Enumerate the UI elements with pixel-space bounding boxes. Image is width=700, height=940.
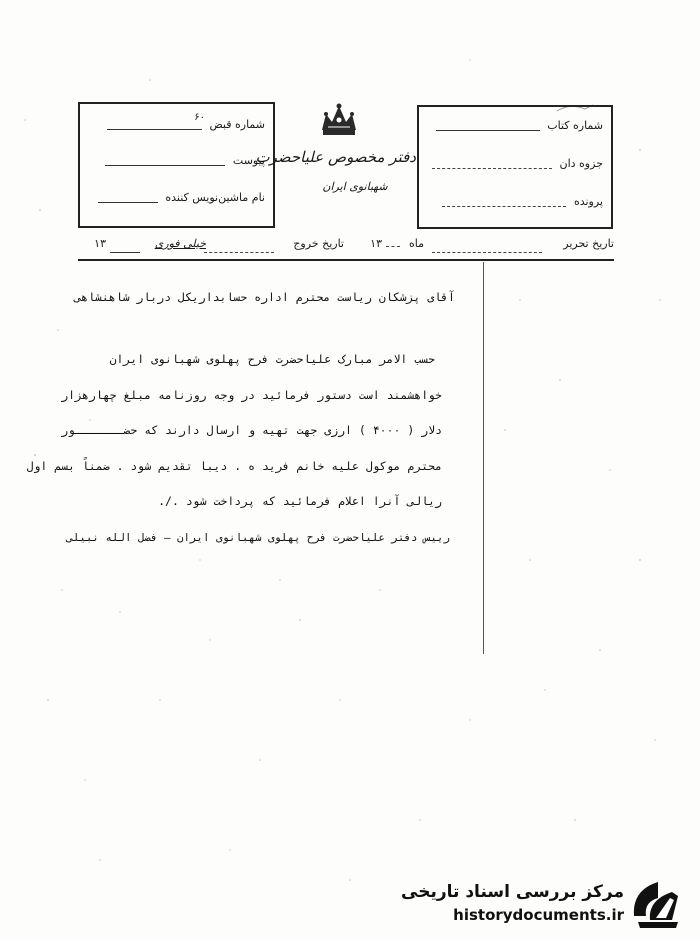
write-date-label: تاریخ تحریر xyxy=(563,237,614,250)
historydocuments-logo-icon xyxy=(628,876,686,934)
office-title: دفتر مخصوص علیاحضرت xyxy=(255,148,416,166)
letter-addressee: آقای پزشکان ریاست محترم اداره حسابداریکل دربار شاهنشاهی xyxy=(74,290,455,304)
right-header-box xyxy=(417,105,613,229)
sender-name-label: نام ماشین‌نویس کننده xyxy=(165,191,265,204)
folder-label: جزوه دان xyxy=(559,157,603,170)
footer-url: historydocuments.ir xyxy=(453,906,624,924)
year-1: ۱۳ xyxy=(370,237,382,250)
letter-line-2: خواهشمند است دستور فرمائید در وجه روزنامه مبلغ چهارهزار xyxy=(61,388,442,402)
letter-number-row xyxy=(436,119,603,132)
exit-date-label: تاریخ خروج xyxy=(293,237,344,250)
letter-line-5: ریالی آنرا اعلام فرمائید که پرداخت شود ./. xyxy=(158,494,442,508)
letter-line-4: محترم موکول علیه خانم فرید ه . دیبا تقدیم شود . ضمناً بسم اول xyxy=(26,459,442,473)
letter-number-label: شماره کتاب xyxy=(547,119,603,132)
header-divider xyxy=(78,259,614,261)
receipt-number-value: ۶۰ xyxy=(194,112,205,123)
receipt-number-label: شماره قبض xyxy=(209,118,265,131)
year-2: ۱۳ xyxy=(94,237,106,250)
dates-line xyxy=(78,237,614,255)
attachment-label: پیوست xyxy=(232,154,265,167)
letter-line-1: حسب الامر مبارک علیاحضرت فرح پهلوی شهبانوی ایران xyxy=(109,352,435,366)
crown-emblem-icon xyxy=(316,100,362,140)
urgency-value: خیلی فوری xyxy=(154,237,206,250)
month-label: ماه xyxy=(408,237,424,250)
left-header-box xyxy=(78,102,275,228)
folder-row xyxy=(432,157,603,170)
letter-signature: رییس دفتر علیاحضرت فرح پهلوی شهبانوی ایران – فضل الله نبیلی xyxy=(66,531,450,544)
sender-name-row xyxy=(98,191,265,204)
file-label: پرونده xyxy=(573,195,603,208)
receipt-number-row xyxy=(107,112,265,131)
attachment-row xyxy=(105,154,265,167)
footer-org-name: مرکز بررسی اسناد تاریخی xyxy=(401,882,624,902)
file-row xyxy=(442,195,603,208)
letter-line-3: دلار ( ۴۰۰۰ ) ارزی جهت تهیه و ارسال دارند که حضـــــــور xyxy=(61,423,442,437)
office-subtitle: شهبانوی ایران xyxy=(322,180,388,193)
margin-line xyxy=(483,262,484,654)
